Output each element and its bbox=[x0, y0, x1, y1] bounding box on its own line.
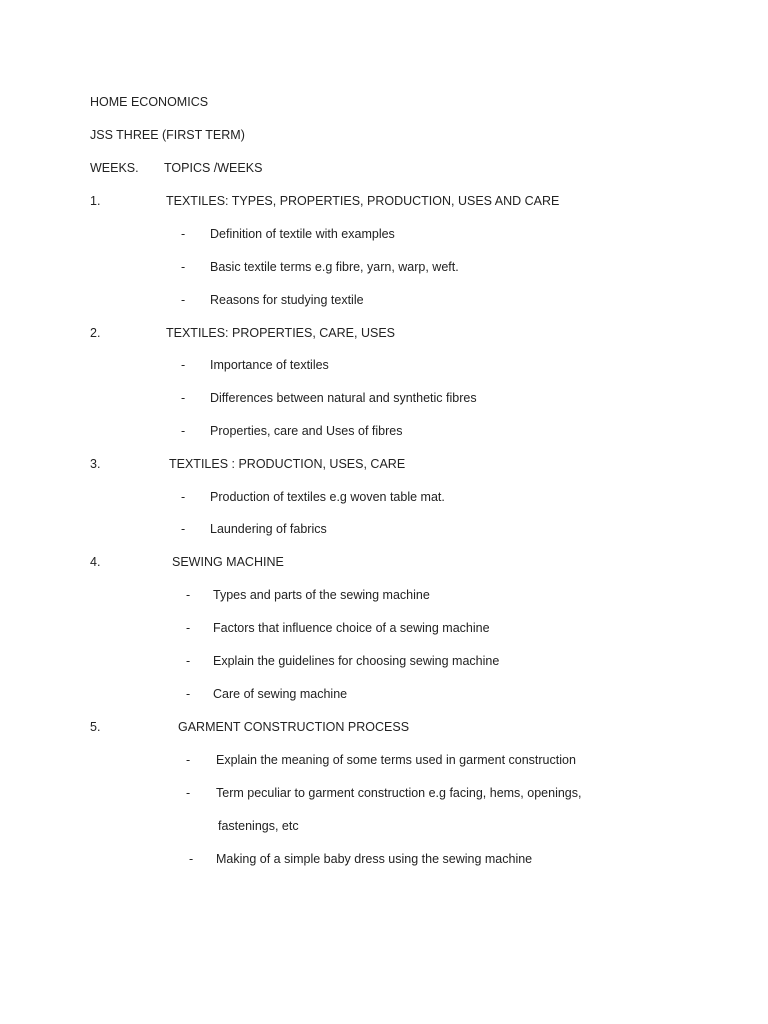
bullet-dash: - bbox=[186, 621, 191, 635]
week-number: 4. bbox=[90, 555, 101, 569]
bullet-dash: - bbox=[189, 852, 194, 866]
topic-item: Making of a simple baby dress using the sewing machine bbox=[216, 852, 533, 866]
week-number: 2. bbox=[90, 326, 101, 340]
topic-item: Properties, care and Uses of fibres bbox=[210, 424, 403, 438]
topic-item: Term peculiar to garment construction e.g facing, hems, openings, bbox=[216, 786, 582, 800]
topic-item: Importance of textiles bbox=[210, 358, 329, 372]
week-number: 5. bbox=[90, 720, 101, 734]
bullet-dash: - bbox=[186, 753, 191, 767]
bullet-dash: - bbox=[186, 654, 191, 668]
subject-title: HOME ECONOMICS bbox=[90, 95, 209, 109]
bullet-dash: - bbox=[181, 522, 186, 536]
week-topic: TEXTILES: TYPES, PROPERTIES, PRODUCTION, USES AND CARE bbox=[166, 194, 560, 208]
bullet-dash: - bbox=[181, 391, 186, 405]
topic-item: Explain the guidelines for choosing sewing machine bbox=[213, 654, 500, 668]
week-number: 3. bbox=[90, 457, 101, 471]
bullet-dash: - bbox=[186, 588, 191, 602]
bullet-dash: - bbox=[181, 358, 186, 372]
week-topic: TEXTILES : PRODUCTION, USES, CARE bbox=[169, 457, 406, 471]
topic-item: Production of textiles e.g woven table mat. bbox=[210, 490, 445, 504]
topic-item: Differences between natural and synthetic fibres bbox=[210, 391, 477, 405]
topic-item: Reasons for studying textile bbox=[210, 293, 364, 307]
bullet-dash: - bbox=[181, 260, 186, 274]
week-topic: GARMENT CONSTRUCTION PROCESS bbox=[178, 720, 410, 734]
bullet-dash: - bbox=[186, 786, 191, 800]
bullet-dash: - bbox=[181, 490, 186, 504]
bullet-dash: - bbox=[181, 424, 186, 438]
bullet-dash: - bbox=[186, 687, 191, 701]
topic-item: Types and parts of the sewing machine bbox=[213, 588, 430, 602]
week-number: 1. bbox=[90, 194, 101, 208]
topic-item: Explain the meaning of some terms used in garment construction bbox=[216, 753, 576, 767]
topic-item: Laundering of fabrics bbox=[210, 522, 327, 536]
class-term: JSS THREE (FIRST TERM) bbox=[90, 128, 245, 142]
weeks-header: WEEKS. bbox=[90, 161, 139, 175]
topic-item: Basic textile terms e.g fibre, yarn, warp, weft. bbox=[210, 260, 459, 274]
week-topic: SEWING MACHINE bbox=[172, 555, 284, 569]
week-topic: TEXTILES: PROPERTIES, CARE, USES bbox=[166, 326, 395, 340]
bullet-dash: - bbox=[181, 293, 186, 307]
topics-header: TOPICS /WEEKS bbox=[164, 161, 263, 175]
topic-item: Factors that influence choice of a sewing machine bbox=[213, 621, 490, 635]
topic-item-continuation: fastenings, etc bbox=[218, 819, 299, 833]
topic-item: Care of sewing machine bbox=[213, 687, 348, 701]
bullet-dash: - bbox=[181, 227, 186, 241]
topic-item: Definition of textile with examples bbox=[210, 227, 395, 241]
